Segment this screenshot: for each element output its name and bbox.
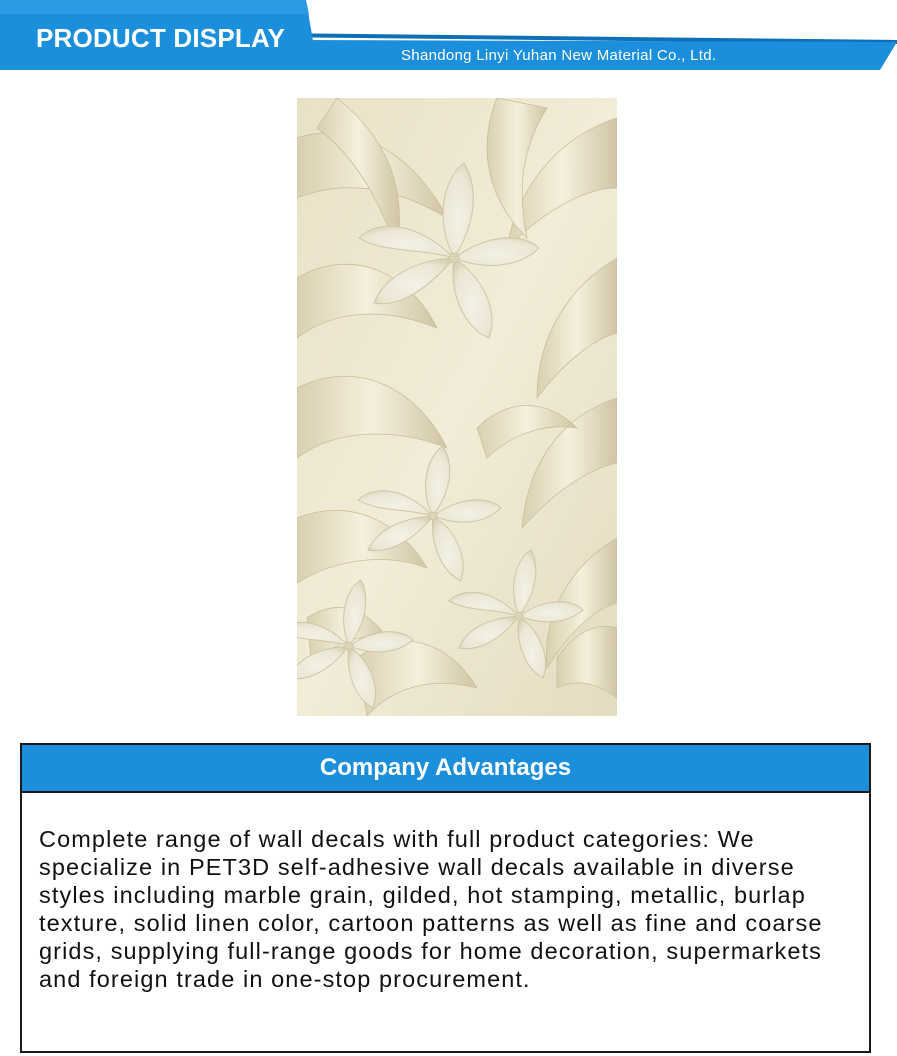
advantages-title: Company Advantages [319, 754, 572, 781]
advantages-panel [20, 743, 871, 1053]
company-name: Shandong Linyi Yuhan New Material Co., Ltd. [401, 47, 717, 64]
floral-relief-icon [297, 98, 617, 716]
advantages-title-bar [22, 745, 869, 793]
page-title: PRODUCT DISPLAY [36, 23, 286, 53]
header-banner [0, 0, 897, 72]
product-image [297, 98, 617, 716]
advantages-body: Complete range of wall decals with full product categories: We specialize in PET3D self-adhesive wall decals available in diverse styles including marble grain, gilded, hot stamping, metallic, burlap texture, solid linen color, cartoon patterns as well as fine and coarse grids, supplying full-range goods for home decoration, supermarkets and foreign trade in one-stop procurement. [39, 826, 823, 992]
